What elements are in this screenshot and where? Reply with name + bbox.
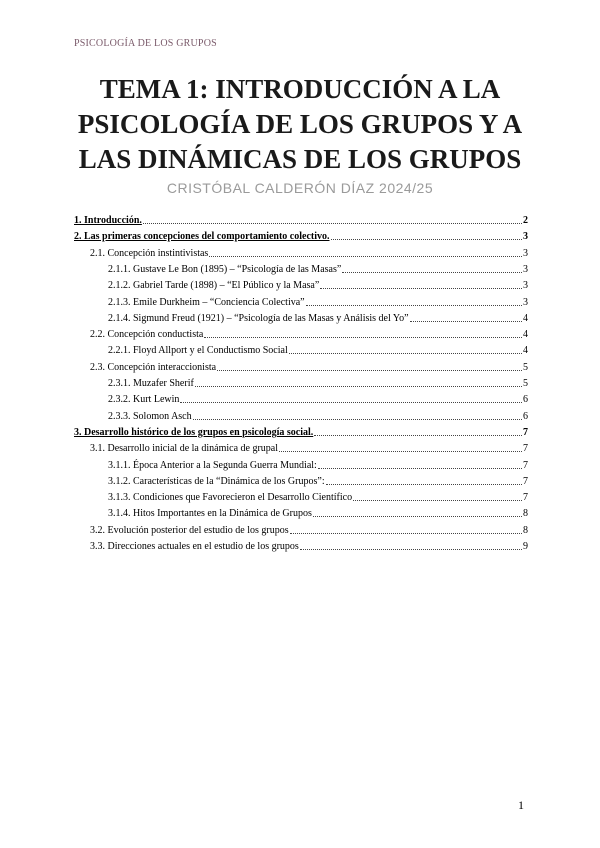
document-title bbox=[40, 72, 560, 177]
toc-entry-title: 1. Introducción. bbox=[74, 215, 142, 226]
toc-entry-title: 3.3. Direcciones actuales en el estudio de los grupos bbox=[90, 541, 299, 552]
toc-entry-title: 3.1.1. Época Anterior a la Segunda Guerra Mundial: bbox=[108, 459, 317, 471]
toc-entry[interactable] bbox=[90, 247, 528, 261]
toc-leader-dots bbox=[195, 377, 522, 387]
toc-entry-title: 2. Las primeras concepciones del comportamiento colectivo. bbox=[74, 231, 330, 243]
title-line: TEMA 1: INTRODUCCIÓN A LA bbox=[99, 74, 501, 104]
toc-entry[interactable] bbox=[108, 279, 528, 293]
toc-leader-dots bbox=[290, 524, 522, 534]
toc-leader-dots bbox=[209, 247, 522, 257]
toc-entry-title: 3.2. Evolución posterior del estudio de los grupos bbox=[90, 524, 289, 536]
toc-leader-dots bbox=[342, 263, 522, 273]
toc-entry[interactable] bbox=[108, 491, 528, 505]
toc-entry-page: 4 bbox=[523, 329, 528, 341]
toc-entry-page: 7 bbox=[523, 459, 528, 471]
toc-leader-dots bbox=[143, 214, 522, 224]
toc-entry-page: 5 bbox=[523, 361, 528, 373]
toc-entry[interactable] bbox=[90, 442, 528, 456]
toc-entry[interactable] bbox=[90, 524, 528, 538]
toc-entry-page: 3 bbox=[523, 231, 528, 243]
toc-entry[interactable] bbox=[90, 328, 528, 342]
toc-entry-page: 9 bbox=[523, 541, 528, 552]
toc-leader-dots bbox=[410, 312, 522, 322]
toc-entry-page: 8 bbox=[523, 524, 528, 536]
toc-entry-page: 7 bbox=[523, 443, 528, 455]
toc-entry-title: 2.3. Concepción interaccionista bbox=[90, 361, 217, 373]
page-number: 1 bbox=[518, 798, 524, 812]
toc-entry[interactable] bbox=[108, 459, 528, 473]
toc-leader-dots bbox=[306, 296, 522, 306]
toc-entry[interactable] bbox=[108, 344, 528, 358]
toc-leader-dots bbox=[204, 328, 522, 338]
toc-leader-dots bbox=[320, 279, 522, 289]
toc-leader-dots bbox=[289, 344, 522, 354]
toc-entry-page: 4 bbox=[523, 312, 528, 324]
toc-entry-title: 3. Desarrollo histórico de los grupos en psicología social. bbox=[74, 426, 314, 438]
toc-leader-dots bbox=[326, 475, 522, 485]
toc-entry[interactable] bbox=[90, 540, 528, 554]
toc-entry[interactable] bbox=[74, 214, 528, 228]
toc-entry-title: 2.1.1. Gustave Le Bon (1895) – “Psicología de las Masas” bbox=[108, 263, 342, 275]
toc-entry[interactable] bbox=[74, 426, 528, 440]
toc-entry-title: 2.2.1. Floyd Allport y el Conductismo Social bbox=[108, 345, 288, 357]
toc-entry-page: 5 bbox=[523, 378, 528, 389]
author-subtitle: CRISTÓBAL CALDERÓN DÍAZ 2024/25 bbox=[166, 180, 434, 196]
toc-entry[interactable] bbox=[108, 263, 528, 277]
toc-entry-page: 7 bbox=[523, 426, 528, 438]
toc-leader-dots bbox=[193, 410, 522, 420]
toc-leader-dots bbox=[318, 459, 522, 469]
toc-entry-page: 2 bbox=[523, 215, 528, 226]
toc-entry[interactable] bbox=[108, 507, 528, 521]
toc-entry[interactable] bbox=[108, 393, 528, 407]
toc-leader-dots bbox=[313, 507, 522, 517]
toc-entry-title: 2.1.3. Emile Durkheim – “Conciencia Colectiva” bbox=[108, 296, 305, 308]
toc-entry-title: 2.1.2. Gabriel Tarde (1898) – “El Público y la Masa” bbox=[108, 280, 320, 292]
toc-entry-page: 6 bbox=[523, 394, 528, 406]
toc-entry[interactable] bbox=[74, 230, 528, 244]
toc-entry-title: 3.1.4. Hitos Importantes en la Dinámica de Grupos bbox=[108, 508, 312, 520]
toc-entry-page: 3 bbox=[523, 280, 528, 292]
toc-entry-title: 2.1.4. Sigmund Freud (1921) – “Psicología de las Masas y Análisis del Yo” bbox=[108, 312, 409, 324]
toc-entry[interactable] bbox=[108, 475, 528, 489]
toc-leader-dots bbox=[279, 442, 522, 452]
toc-leader-dots bbox=[217, 361, 522, 371]
toc-entry-page: 4 bbox=[523, 345, 528, 357]
toc-entry-title: 2.1. Concepción instintivistas bbox=[90, 247, 209, 259]
title-line: LAS DINÁMICAS DE LOS GRUPOS bbox=[78, 144, 522, 174]
toc-entry[interactable] bbox=[108, 410, 528, 424]
toc-entry[interactable] bbox=[108, 377, 528, 391]
toc-entry-title: 2.3.3. Solomon Asch bbox=[108, 410, 192, 422]
toc-entry-title: 3.1.3. Condiciones que Favorecieron el Desarrollo Científico bbox=[108, 492, 353, 504]
title-line: PSICOLOGÍA DE LOS GRUPOS Y A bbox=[77, 109, 523, 139]
toc-leader-dots bbox=[331, 230, 522, 240]
toc-entry-title: 2.2. Concepción conductista bbox=[90, 329, 204, 341]
toc-leader-dots bbox=[314, 426, 522, 436]
toc-entry-page: 3 bbox=[523, 263, 528, 275]
toc-entry-title: 2.3.2. Kurt Lewin bbox=[108, 394, 180, 406]
toc-entry-page: 3 bbox=[523, 296, 528, 308]
toc-entry-page: 7 bbox=[523, 492, 528, 504]
toc-entry-page: 8 bbox=[523, 508, 528, 520]
toc-entry-page: 3 bbox=[523, 247, 528, 259]
toc-entry-page: 7 bbox=[523, 475, 528, 487]
toc-entry[interactable] bbox=[108, 296, 528, 310]
toc-entry-title: 2.3.1. Muzafer Sherif bbox=[108, 378, 194, 389]
toc-entry-title: 3.1.2. Características de la “Dinámica de los Grupos”: bbox=[108, 475, 325, 487]
toc-entry[interactable] bbox=[90, 361, 528, 375]
toc-leader-dots bbox=[300, 540, 522, 550]
toc-leader-dots bbox=[353, 491, 522, 501]
toc-leader-dots bbox=[180, 393, 522, 403]
toc-entry-title: 3.1. Desarrollo inicial de la dinámica de grupal bbox=[90, 443, 278, 455]
running-header: PSICOLOGÍA DE LOS GRUPOS bbox=[74, 38, 217, 49]
toc-entry[interactable] bbox=[108, 312, 528, 326]
toc-entry-page: 6 bbox=[523, 410, 528, 422]
